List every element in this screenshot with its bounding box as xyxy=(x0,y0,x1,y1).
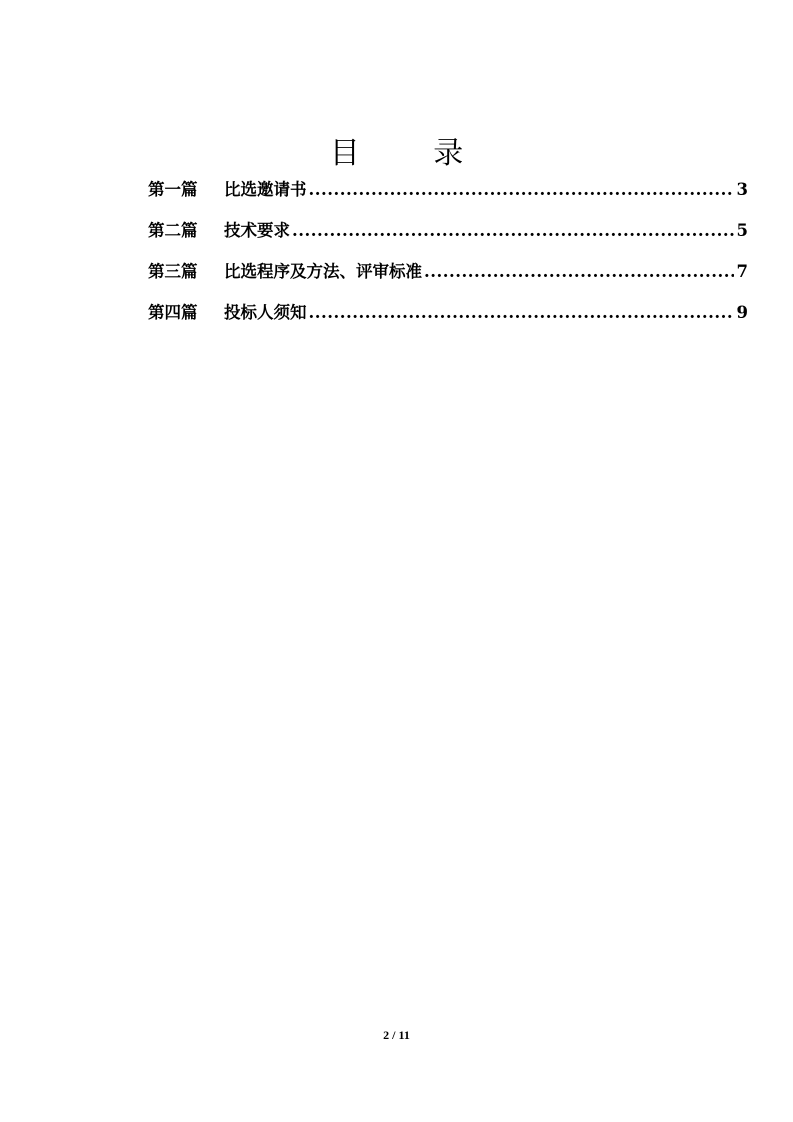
toc-entry-title: 技术要求 xyxy=(224,221,290,240)
toc-entry-part-1[interactable] xyxy=(148,176,748,204)
table-of-contents xyxy=(148,176,748,340)
toc-entry-part-4[interactable] xyxy=(148,299,748,327)
toc-entry-title: 比选程序及方法、评审标准 xyxy=(224,262,422,281)
dot-leader xyxy=(309,176,734,204)
toc-title: 目 录 xyxy=(329,136,496,171)
toc-page-number: 5 xyxy=(736,221,748,240)
toc-part-number: 第二篇 xyxy=(148,221,198,240)
dot-leader xyxy=(424,258,734,286)
toc-entry-title: 比选邀请书 xyxy=(224,180,307,199)
toc-part-number: 第四篇 xyxy=(148,303,198,322)
toc-page-number: 3 xyxy=(736,180,748,199)
toc-entry-part-2[interactable] xyxy=(148,217,748,245)
toc-page-number: 7 xyxy=(736,262,748,281)
toc-entry-part-3[interactable] xyxy=(148,258,748,286)
page-indicator: 2 / 11 xyxy=(383,1028,410,1042)
toc-part-number: 第一篇 xyxy=(148,180,198,199)
dot-leader xyxy=(292,217,734,245)
dot-leader xyxy=(309,299,734,327)
toc-page-number: 9 xyxy=(736,303,748,322)
toc-part-number: 第三篇 xyxy=(148,262,198,281)
toc-entry-title: 投标人须知 xyxy=(224,303,307,322)
